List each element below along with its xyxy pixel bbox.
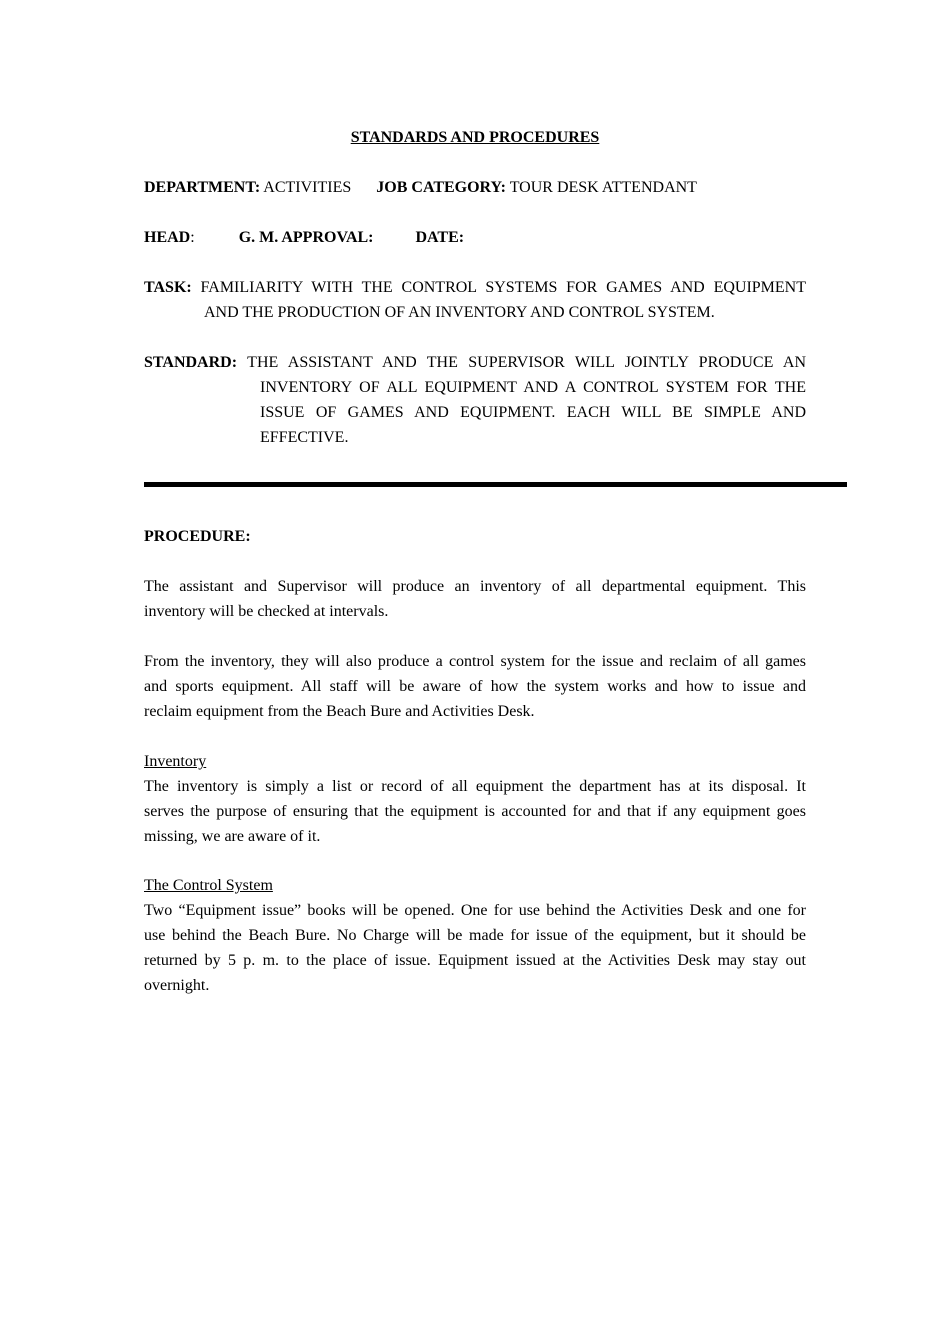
control-system-section	[144, 873, 806, 998]
standard-line-1	[144, 350, 806, 375]
job-category-label: JOB CATEGORY:	[376, 179, 506, 196]
standard-section	[144, 350, 806, 450]
task-label: TASK:	[144, 279, 192, 296]
inventory-section	[144, 749, 806, 849]
task-section	[144, 275, 806, 325]
head-colon: :	[190, 229, 195, 246]
paragraph-line: and sports equipment. All staff will be aware of how the system works and how to issue and	[144, 678, 806, 695]
paragraph-line: The assistant and Supervisor will produce an inventory of all departmental equipment. This	[144, 578, 806, 595]
head-label: HEAD	[144, 229, 191, 246]
paragraph-line: inventory will be checked at intervals.	[144, 603, 389, 620]
task-text-1: FAMILIARITY WITH THE CONTROL SYSTEMS FOR GAMES AND EQUIPMENT	[200, 279, 806, 296]
standard-text-1: THE ASSISTANT AND THE SUPERVISOR WILL JOINTLY PRODUCE AN	[247, 354, 806, 371]
department-row	[144, 175, 697, 200]
standard-continuation	[144, 375, 806, 450]
task-line-1	[144, 275, 806, 300]
gm-approval-label: G. M. APPROVAL:	[238, 229, 374, 246]
procedure-paragraph-1	[144, 574, 806, 624]
paragraph-line: missing, we are aware of it.	[144, 828, 321, 845]
standard-text-2: INVENTORY OF ALL EQUIPMENT AND A CONTROL SYSTEM FOR THE	[260, 379, 806, 396]
task-text-2: AND THE PRODUCTION OF AN INVENTORY AND CONTROL SYSTEM.	[204, 304, 715, 321]
inventory-heading: Inventory	[144, 753, 207, 770]
paragraph-line: use behind the Beach Bure. No Charge will be made for issue of the equipment, but it should be	[144, 927, 806, 944]
date-label: DATE:	[415, 229, 465, 246]
procedure-paragraph-2	[144, 649, 806, 724]
paragraph-line: The inventory is simply a list or record of all equipment the department has at its disposal. It	[144, 778, 806, 795]
paragraph-line: From the inventory, they will also produce a control system for the issue and reclaim of all games	[144, 653, 806, 670]
control-system-heading: The Control System	[144, 877, 273, 894]
standard-text-3: ISSUE OF GAMES AND EQUIPMENT. EACH WILL BE SIMPLE AND	[260, 404, 806, 421]
paragraph-line: returned by 5 p. m. to the place of issue. Equipment issued at the Activities Desk may stay out	[144, 952, 806, 969]
paragraph-line: overnight.	[144, 977, 210, 994]
procedure-heading: PROCEDURE:	[144, 528, 251, 545]
paragraph-line: Two “Equipment issue” books will be opened. One for use behind the Activities Desk and one for	[144, 902, 806, 919]
paragraph-line: reclaim equipment from the Beach Bure and Activities Desk.	[144, 703, 535, 720]
standard-text-4: EFFECTIVE.	[260, 429, 349, 446]
paragraph-line: serves the purpose of ensuring that the equipment is accounted for and that if any equipment goes	[144, 803, 806, 820]
department-label: DEPARTMENT:	[144, 179, 261, 196]
department-value: ACTIVITIES	[263, 179, 352, 196]
job-category-value: TOUR DESK ATTENDANT	[509, 179, 697, 196]
document-title: STANDARDS AND PROCEDURES	[350, 129, 600, 146]
section-divider	[144, 482, 847, 487]
approval-row	[144, 225, 464, 250]
standard-label: STANDARD:	[144, 354, 238, 371]
